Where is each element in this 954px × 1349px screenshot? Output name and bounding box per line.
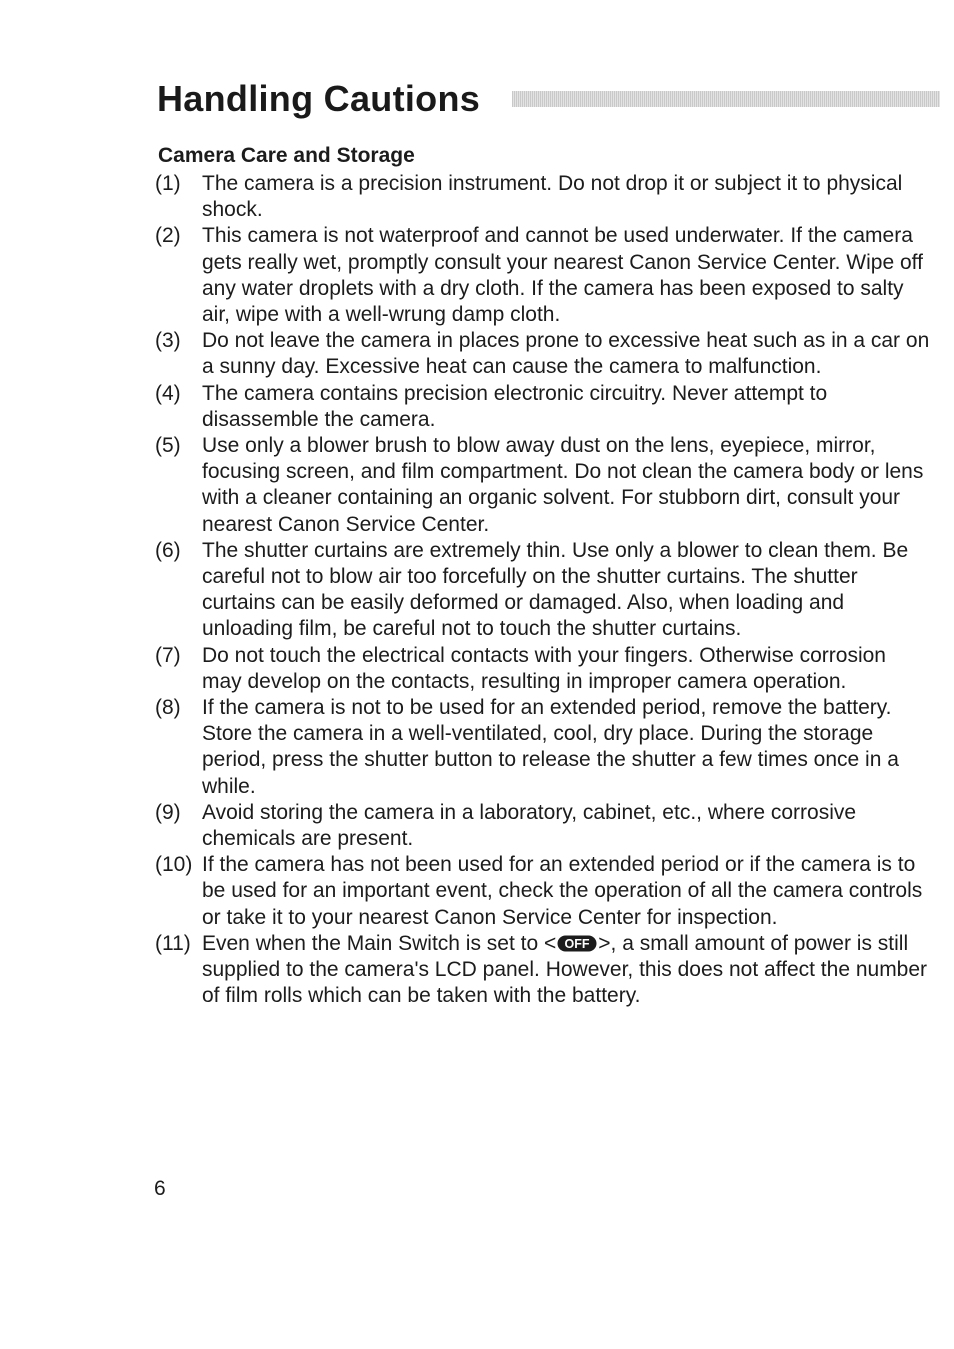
off-switch-icon — [557, 935, 597, 952]
caution-item — [155, 171, 930, 223]
caution-list — [155, 171, 930, 1010]
item-number: (11) — [155, 931, 191, 955]
item-text: Do not leave the camera in places prone to excessive heat such as in a car on a sunny day. Excessive heat can cause the camera to malfunction. — [202, 329, 930, 379]
item-text: The camera is a precision instrument. Do not drop it or subject it to physical shock. — [202, 172, 903, 222]
item-text: If the camera is not to be used for an extended period, remove the battery. Store the camera in a well-ventilated, cool, dry place. During the storage period, press the shutter button to release the shutter a few times once in a while. — [202, 696, 899, 798]
item-text: Avoid storing the camera in a laboratory, cabinet, etc., where corrosive chemicals are present. — [202, 800, 857, 851]
item-number: (2) — [155, 224, 181, 248]
item-text: Do not touch the electrical contacts with your fingers. Otherwise corrosion may develop on the contacts, resulting in improper camera operation. — [202, 643, 886, 693]
item-number: (6) — [155, 538, 181, 562]
caution-item — [155, 223, 930, 328]
title-rule — [512, 91, 940, 107]
item-number: (10) — [155, 853, 193, 877]
item-text: The shutter curtains are extremely thin. Use only a blower to clean them. Be careful not to blow air too forcefully on the shutter curtains. The shutter curtains can be easily deformed or damaged. Also, when loading and unloading film, be careful not to touch the shutter curtains. — [202, 538, 909, 641]
off-icon-label: OFF — [564, 936, 590, 951]
item-number: (1) — [155, 172, 181, 195]
item-number: (5) — [155, 434, 181, 458]
item-number: (9) — [155, 800, 181, 824]
caution-item — [155, 931, 930, 1010]
item-number: (4) — [155, 381, 181, 405]
item-text-before: Even when the Main Switch is set to < — [202, 931, 557, 955]
caution-item — [155, 381, 930, 433]
title-row — [157, 78, 942, 128]
caution-item — [155, 852, 930, 931]
caution-item — [155, 800, 930, 852]
item-text: Use only a blower brush to blow away dust on the lens, eyepiece, mirror, focusing screen, and film compartment. Do not clean the camera body or lens with a cleaner containing an organic solvent. For stubborn dirt, consult your nearest Canon Service Center. — [202, 434, 924, 536]
item-text: This camera is not waterproof and cannot be used underwater. If the camera gets really wet, promptly consult your nearest Canon Service Center. Wipe off any water droplets with a dry cloth. If the camera has been exposed to salty air, wipe with a well-wrung damp cloth. — [202, 224, 923, 327]
caution-item — [155, 695, 930, 800]
item-number: (3) — [155, 329, 181, 353]
item-number: (8) — [155, 696, 181, 720]
item-text-after: >, a small amount of power is still supplied to the camera's LCD panel. However, this does not affect the number of film rolls which can be taken with the battery. — [202, 931, 928, 1008]
item-text: If the camera has not been used for an extended period or if the camera is to be used for an important event, check the operation of all the camera controls or take it to your nearest Canon Service Center for inspection. — [202, 853, 923, 929]
caution-item — [155, 538, 930, 643]
item-number: (7) — [155, 643, 181, 667]
caution-item — [155, 643, 930, 695]
caution-item — [155, 433, 930, 538]
page-title: Handling Cautions — [157, 78, 481, 119]
item-text: The camera contains precision electronic circuitry. Never attempt to disassemble the camera. — [202, 381, 828, 431]
caution-item — [155, 328, 930, 380]
section-heading: Camera Care and Storage — [158, 144, 415, 167]
page-number: 6 — [154, 1177, 166, 1200]
